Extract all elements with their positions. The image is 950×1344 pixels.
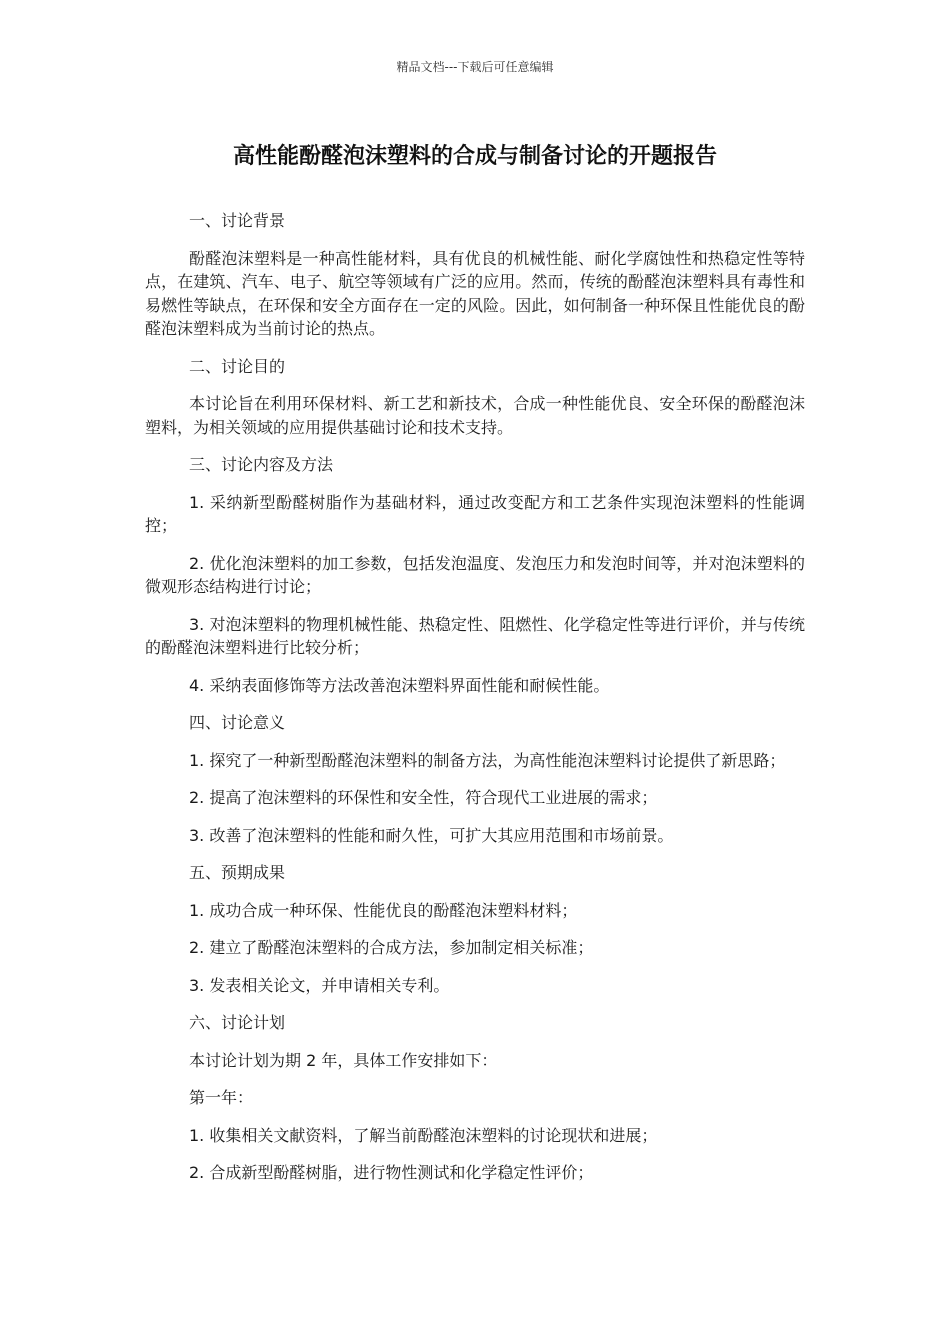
list-item-significance-1: 1. 探究了一种新型酚醛泡沫塑料的制备方法，为高性能泡沫塑料讨论提供了新思路； <box>189 750 786 770</box>
section-heading-background: 一、讨论背景 <box>189 211 286 230</box>
list-item-method-4: 4. 采纳表面修饰等方法改善泡沫塑料界面性能和耐候性能。 <box>189 675 610 695</box>
page-header-note: 精品文档---下载后可任意编辑 <box>396 60 554 74</box>
list-item-plan-1: 1. 收集相关文献资料，了解当前酚醛泡沫塑料的讨论现状和进展； <box>189 1125 658 1145</box>
list-item-method-3: 3. 对泡沫塑料的物理机械性能、热稳定性、阻燃性、化学稳定性等进行评价，并与传统的酚醛泡沫塑料进行比较分析； <box>145 614 805 657</box>
section-heading-significance: 四、讨论意义 <box>189 713 286 732</box>
section-heading-plan: 六、讨论计划 <box>189 1013 286 1032</box>
list-item-outcome-1: 1. 成功合成一种环保、性能优良的酚醛泡沫塑料材料； <box>189 900 578 920</box>
document-title: 高性能酚醛泡沫塑料的合成与制备讨论的开题报告 <box>232 144 717 169</box>
document-body <box>145 209 805 1199</box>
section-heading-outcomes: 五、预期成果 <box>189 863 286 882</box>
section-heading-methods: 三、讨论内容及方法 <box>189 455 334 474</box>
list-item-outcome-3: 3. 发表相关论文，并申请相关专利。 <box>189 975 450 995</box>
list-item-method-1: 1. 采纳新型酚醛树脂作为基础材料，通过改变配方和工艺条件实现泡沫塑料的性能调控； <box>145 492 805 535</box>
paragraph-background: 酚醛泡沫塑料是一种高性能材料，具有优良的机械性能、耐化学腐蚀性和热稳定性等特点，在建筑、汽车、电子、航空等领域有广泛的应用。然而，传统的酚醛泡沫塑料具有毒性和易燃性等缺点，在环保和安全方面存在一定的风险。因此，如何制备一种环保且性能优良的酚醛泡沫塑料成为当前讨论的热点。 <box>145 248 805 338</box>
section-heading-purpose: 二、讨论目的 <box>189 356 286 376</box>
list-item-significance-2: 2. 提高了泡沫塑料的环保性和安全性，符合现代工业进展的需求； <box>189 788 658 807</box>
list-item-outcome-2: 2. 建立了酚醛泡沫塑料的合成方法，参加制定相关标准； <box>189 938 594 957</box>
list-item-significance-3: 3. 改善了泡沫塑料的性能和耐久性，可扩大其应用范围和市场前景。 <box>189 825 674 845</box>
paragraph-plan-intro: 本讨论计划为期 2 年，具体工作安排如下： <box>189 1050 498 1070</box>
paragraph-first-year: 第一年： <box>189 1088 254 1107</box>
paragraph-purpose: 本讨论旨在利用环保材料、新工艺和新技术，合成一种性能优良、安全环保的酚醛泡沫塑料，为相关领域的应用提供基础讨论和技术支持。 <box>145 394 805 437</box>
list-item-plan-2: 2. 合成新型酚醛树脂，进行物性测试和化学稳定性评价； <box>189 1163 594 1182</box>
list-item-method-2: 2. 优化泡沫塑料的加工参数，包括发泡温度、发泡压力和发泡时间等，并对泡沫塑料的微观形态结构进行讨论； <box>145 553 805 596</box>
